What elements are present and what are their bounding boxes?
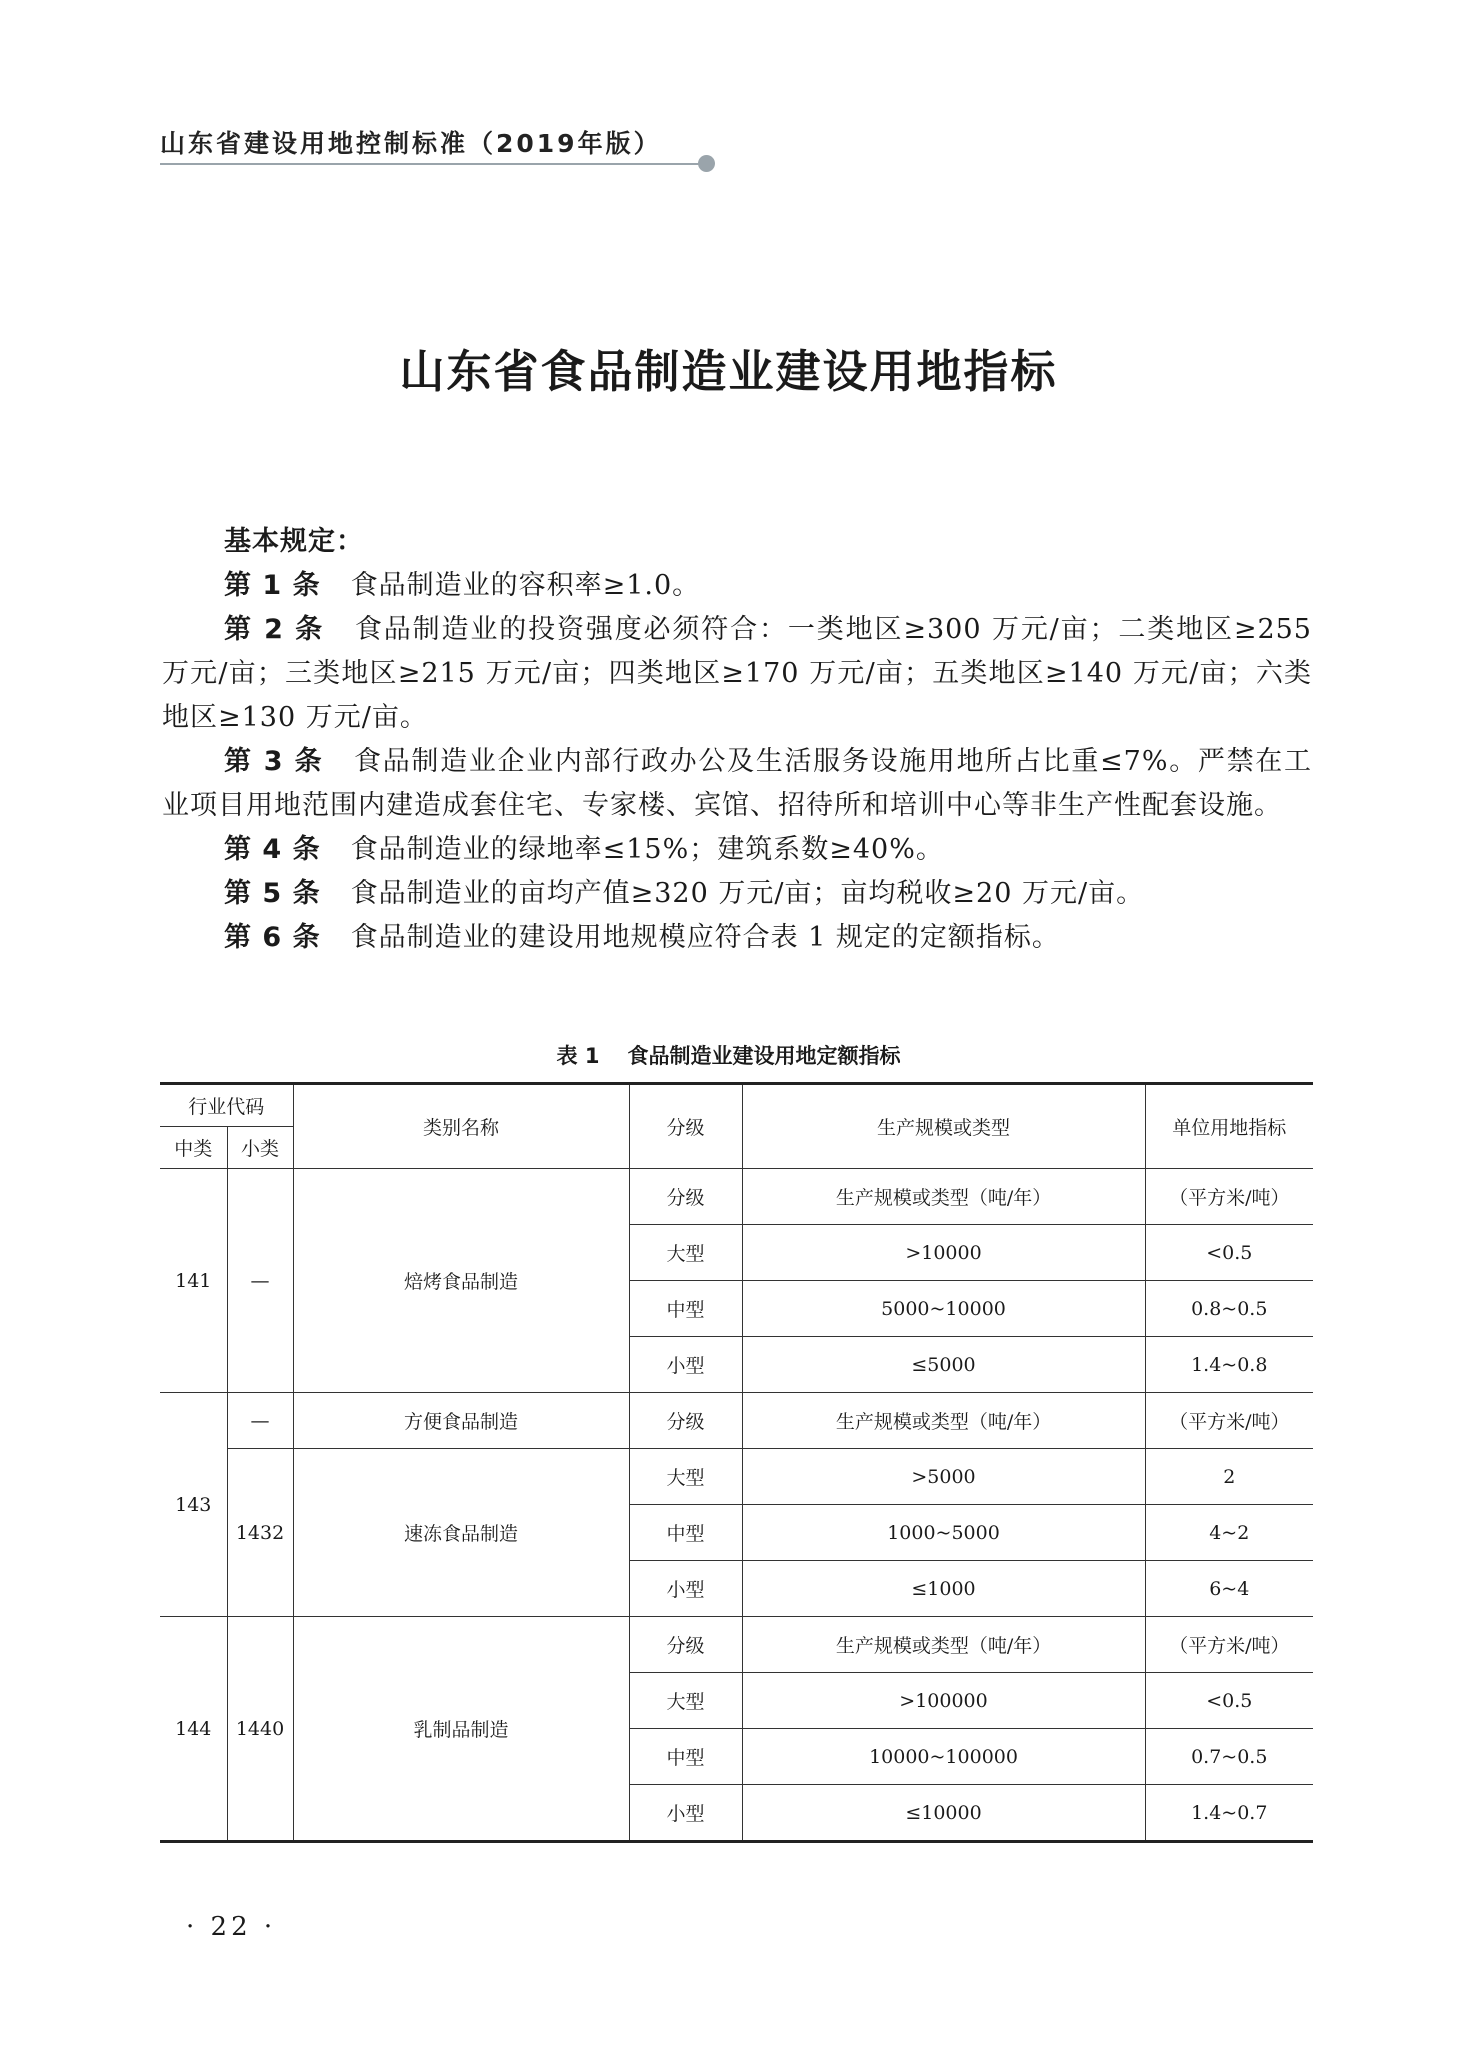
grade-cell: 分级 xyxy=(629,1617,742,1673)
header-rule xyxy=(160,163,700,165)
article-number: 第 5 条 xyxy=(224,878,321,909)
sub-class-cell: — xyxy=(227,1393,293,1449)
unit-index-cell: 1.4~0.8 xyxy=(1145,1337,1313,1393)
scale-cell: >5000 xyxy=(742,1449,1145,1505)
article-3 xyxy=(162,740,1312,828)
unit-index-cell: <0.5 xyxy=(1145,1673,1313,1729)
article-1 xyxy=(162,564,1312,608)
category-name-cell: 焙烤食品制造 xyxy=(293,1169,629,1393)
article-number: 第 3 条 xyxy=(224,746,324,777)
grade-cell: 中型 xyxy=(629,1729,742,1785)
unit-index-cell: 4~2 xyxy=(1145,1505,1313,1561)
scale-cell: 10000~100000 xyxy=(742,1729,1145,1785)
middle-class-cell: 141 xyxy=(160,1169,227,1393)
unit-index-cell: 1.4~0.7 xyxy=(1145,1785,1313,1842)
article-5 xyxy=(162,872,1312,916)
header-middle-class: 中类 xyxy=(160,1127,227,1169)
category-name-cell: 速冻食品制造 xyxy=(293,1449,629,1617)
article-text: 食品制造业的建设用地规模应符合表 1 规定的定额指标。 xyxy=(350,922,1060,953)
unit-index-cell: （平方米/吨） xyxy=(1145,1169,1313,1225)
scale-cell: 生产规模或类型（吨/年） xyxy=(742,1617,1145,1673)
grade-cell: 分级 xyxy=(629,1393,742,1449)
table-header-row xyxy=(160,1084,1313,1127)
header-dot-ornament xyxy=(698,155,715,172)
category-name-cell: 方便食品制造 xyxy=(293,1393,629,1449)
scale-cell: 生产规模或类型（吨/年） xyxy=(742,1169,1145,1225)
article-text: 食品制造业企业内部行政办公及生活服务设施用地所占比重≤7%。严禁在工业项目用地范围内建造成套住宅、专家楼、宾馆、招待所和培训中心等非生产性配套设施。 xyxy=(162,746,1312,821)
sub-class-cell: — xyxy=(227,1169,293,1393)
header-sub-class: 小类 xyxy=(227,1127,293,1169)
middle-class-cell: 144 xyxy=(160,1617,227,1842)
article-number: 第 2 条 xyxy=(224,614,325,645)
scale-cell: 生产规模或类型（吨/年） xyxy=(742,1393,1145,1449)
header-scale: 生产规模或类型 xyxy=(742,1084,1145,1169)
article-2 xyxy=(162,608,1312,740)
article-number: 第 6 条 xyxy=(224,922,321,953)
article-4 xyxy=(162,828,1312,872)
document-title: 山东省食品制造业建设用地指标 xyxy=(399,345,1058,398)
table-row xyxy=(160,1617,1313,1673)
land-quota-table xyxy=(160,1082,1313,1843)
scale-cell: ≤5000 xyxy=(742,1337,1145,1393)
article-text: 食品制造业的投资强度必须符合：一类地区≥300 万元/亩；二类地区≥255 万元/亩；三类地区≥215 万元/亩；四类地区≥170 万元/亩；五类地区≥140 万元/亩；六类地区≥130 万元/亩。 xyxy=(162,614,1312,733)
basic-provisions-heading xyxy=(162,520,1312,564)
scale-cell: 1000~5000 xyxy=(742,1505,1145,1561)
page-number: · 22 · xyxy=(186,1912,277,1942)
article-text: 食品制造业的绿地率≤15%；建筑系数≥40%。 xyxy=(350,834,944,865)
scale-cell: ≤10000 xyxy=(742,1785,1145,1842)
article-6 xyxy=(162,916,1312,960)
grade-cell: 大型 xyxy=(629,1225,742,1281)
unit-index-cell: 0.8~0.5 xyxy=(1145,1281,1313,1337)
table-row xyxy=(160,1169,1313,1225)
scale-cell: >10000 xyxy=(742,1225,1145,1281)
unit-index-cell: 6~4 xyxy=(1145,1561,1313,1617)
table-caption-text: 食品制造业建设用地定额指标 xyxy=(627,1044,901,1068)
grade-cell: 小型 xyxy=(629,1561,742,1617)
unit-index-cell: （平方米/吨） xyxy=(1145,1617,1313,1673)
grade-cell: 中型 xyxy=(629,1505,742,1561)
grade-cell: 大型 xyxy=(629,1449,742,1505)
article-number: 第 4 条 xyxy=(224,834,321,865)
article-text: 食品制造业的容积率≥1.0。 xyxy=(350,570,701,601)
table-row xyxy=(160,1449,1313,1505)
scale-cell: ≤1000 xyxy=(742,1561,1145,1617)
unit-index-cell: （平方米/吨） xyxy=(1145,1393,1313,1449)
unit-index-cell: 2 xyxy=(1145,1449,1313,1505)
grade-cell: 大型 xyxy=(629,1673,742,1729)
category-name-cell: 乳制品制造 xyxy=(293,1617,629,1842)
table-row xyxy=(160,1393,1313,1449)
middle-class-cell: 143 xyxy=(160,1393,227,1617)
unit-index-cell: <0.5 xyxy=(1145,1225,1313,1281)
article-number: 第 1 条 xyxy=(224,570,321,601)
grade-cell: 小型 xyxy=(629,1785,742,1842)
basic-provisions xyxy=(162,520,1312,960)
grade-cell: 中型 xyxy=(629,1281,742,1337)
scale-cell: 5000~10000 xyxy=(742,1281,1145,1337)
table-caption-number: 表 1 xyxy=(556,1044,600,1068)
header-industry-code: 行业代码 xyxy=(160,1084,293,1127)
article-text: 食品制造业的亩均产值≥320 万元/亩；亩均税收≥20 万元/亩。 xyxy=(350,878,1145,909)
sub-class-cell: 1440 xyxy=(227,1617,293,1842)
header-category-name: 类别名称 xyxy=(293,1084,629,1169)
header-grade: 分级 xyxy=(629,1084,742,1169)
basic-label: 基本规定： xyxy=(224,526,364,557)
sub-class-cell: 1432 xyxy=(227,1449,293,1617)
grade-cell: 分级 xyxy=(629,1169,742,1225)
running-head-title: 山东省建设用地控制标准（2019年版） xyxy=(160,129,662,158)
unit-index-cell: 0.7~0.5 xyxy=(1145,1729,1313,1785)
scale-cell: >100000 xyxy=(742,1673,1145,1729)
header-unit-index: 单位用地指标 xyxy=(1145,1084,1313,1169)
table-caption xyxy=(0,1040,1457,1070)
grade-cell: 小型 xyxy=(629,1337,742,1393)
